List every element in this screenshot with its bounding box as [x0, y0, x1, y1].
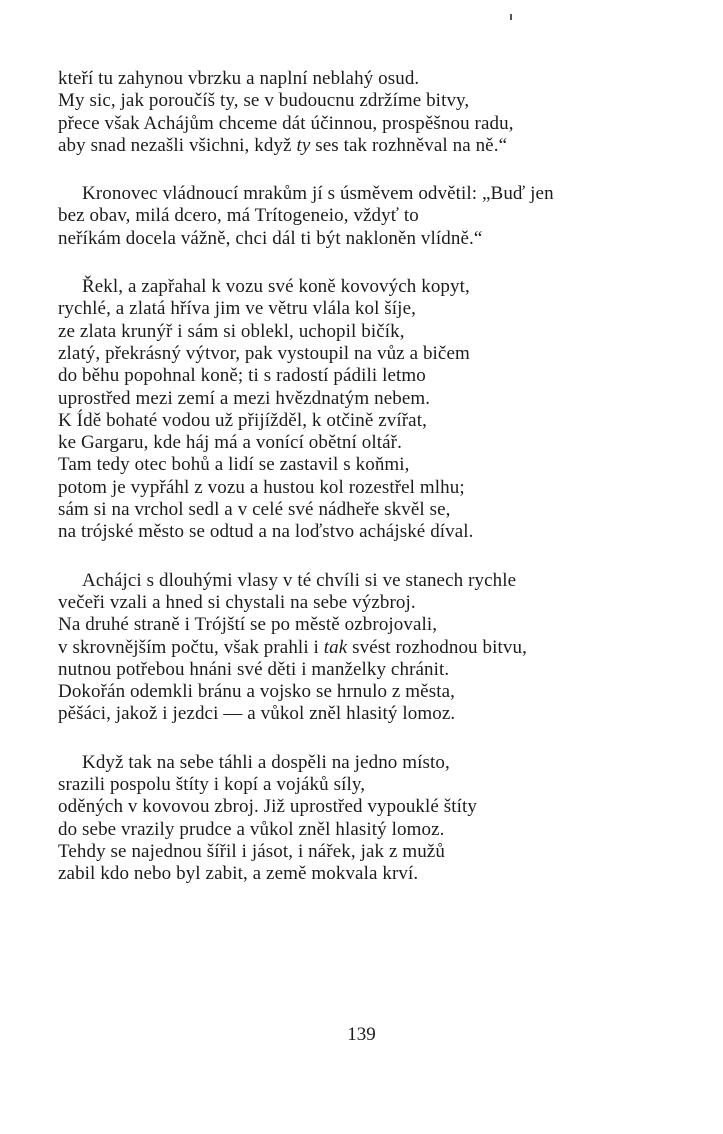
stanza — [58, 68, 678, 157]
verse-line: neříkám docela vážně, chci dál ti být nakloněn vlídně.“ — [58, 227, 483, 249]
verse-line: večeři vzali a hned si chystali na sebe výzbroj. — [58, 591, 416, 613]
verse-line: Když tak na sebe táhli a dospěli na jedno místo, — [82, 751, 450, 773]
verse-line: Kronovec vládnoucí mrakům jí s úsměvem odvětil: „Buď jen — [82, 183, 554, 205]
verse-line: ze zlata krunýř i sám si oblekl, uchopil bičík, — [58, 320, 405, 342]
page-number: 139 — [347, 1024, 376, 1045]
verse-line: aby snad nezašli všichni, když ty ses tak rozhněval na ně.“ — [58, 134, 508, 156]
verse-line: Tam tedy otec bohů a lidí se zastavil s koňmi, — [58, 454, 410, 476]
stanza — [58, 183, 678, 250]
emphasis: ty — [296, 134, 311, 156]
verse-line: na trójské město se odtud a na loďstvo achájské díval. — [58, 521, 474, 543]
verse-line: Na druhé straně i Trójští se po městě ozbrojovali, — [58, 614, 438, 636]
verse-line: bez obav, milá dcero, má Trítogeneio, vždyť to — [58, 205, 419, 227]
verse-line: zabil kdo nebo byl zabit, a země mokvala krví. — [58, 863, 419, 885]
verse-line: K Ídě bohaté vodou už přijížděl, k otčině zvířat, — [58, 409, 427, 431]
verse-line: My sic, jak poroučíš ty, se v budoucnu zdržíme bitvy, — [58, 90, 470, 112]
stanza — [58, 570, 678, 726]
verse-line: pěšáci, jakož i jezdci — a vůkol zněl hlasitý lomoz. — [58, 703, 456, 725]
verse-line: Řekl, a zapřahal k vozu své koně kovových kopyt, — [82, 276, 470, 298]
verse-line: uprostřed mezi zemí a mezi hvězdnatým nebem. — [58, 387, 431, 409]
verse-line: sám si na vrchol sedl a v celé své nádheře skvěl se, — [58, 499, 451, 521]
verse-line: srazili pospolu štíty i kopí a vojáků síly, — [58, 774, 366, 796]
verse-line: Achájci s dlouhými vlasy v té chvíli si ve stanech rychle — [82, 569, 517, 591]
verse-line: do sebe vrazily prudce a vůkol zněl hlasitý lomoz. — [58, 818, 445, 840]
emphasis: tak — [323, 636, 348, 658]
verse-line: potom je vypřáhl z vozu a hustou kol rozestřel mlhu; — [58, 476, 465, 498]
scan-mark — [510, 14, 512, 20]
poem-text — [58, 68, 678, 912]
verse-line: v skrovnějším počtu, však prahli i tak svést rozhodnou bitvu, — [58, 636, 527, 658]
verse-line: přece však Achájům chceme dát účinnou, prospěšnou radu, — [58, 112, 514, 134]
verse-line: oděných v kovovou zbroj. Již uprostřed vypouklé štíty — [58, 796, 478, 818]
verse-line: nutnou potřebou hnáni své děti i manželky chránit. — [58, 658, 450, 680]
verse-line: Tehdy se najednou šířil i jásot, i nářek, jak z mužů — [58, 840, 445, 862]
verse-line: ke Gargaru, kde háj má a vonící obětní oltář. — [58, 432, 402, 454]
verse-line: zlatý, překrásný výtvor, pak vystoupil na vůz a bičem — [58, 342, 470, 364]
verse-line: rychlé, a zlatá hříva jim ve větru vlála kol šíje, — [58, 298, 416, 320]
stanza — [58, 276, 678, 544]
stanza — [58, 752, 678, 886]
verse-line: do běhu popohnal koně; ti s radostí pádili letmo — [58, 365, 426, 387]
verse-line: Dokořán odemkli bránu a vojsko se hrnulo z města, — [58, 681, 455, 703]
verse-line: kteří tu zahynou vbrzku a naplní neblahý osud. — [58, 68, 420, 89]
